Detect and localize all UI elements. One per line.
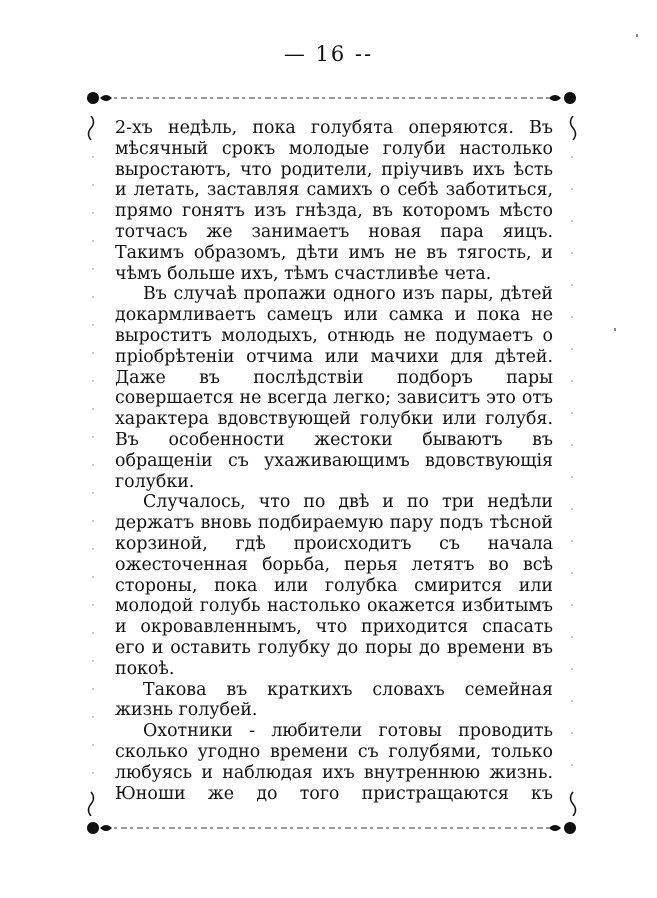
- right-ornamental-border: [565, 116, 579, 816]
- scan-speck: [636, 34, 638, 37]
- scan-speck: [614, 328, 616, 331]
- left-ornamental-border: [86, 116, 100, 816]
- paragraph: 2-хъ недѣль, пока голубята оперяются. Въ мѣсячный срокъ молодые голуби настолько выростаютъ, что родители, пріучивъ ихъ ѣсть и летать, заставляя самихъ о себѣ заботиться, прямо гонятъ изъ гнѣзда, въ которомъ мѣсто тотчасъ же занимаетъ новая пара яицъ. Такимъ образомъ, дѣти имъ не въ тягость, и чѣмъ больше ихъ, тѣмъ счастливѣе чета.: [115, 118, 553, 284]
- paragraph: Охотники - любители готовы проводить сколько угодно времени съ голубями, только любуясь и наблюдая ихъ внутреннюю жизнь. Юноши же до того пристращаются къ: [115, 721, 553, 804]
- page-number: — 16 --: [283, 42, 374, 66]
- page-body: [115, 118, 553, 804]
- paragraph: Въ случаѣ пропажи одного изъ пары, дѣтей докармливаетъ самецъ или самка и пока не выроститъ молодыхъ, отнюдь не подумаетъ о пріобрѣтеніи отчима или мачихи для дѣтей. Даже въ послѣдствіи подборъ пары совершается не всегда легко; зависитъ это отъ характера вдовствующей голубки или голубя. Въ особенности жестоки бываютъ въ обращеніи съ ухаживающимъ вдовствующія голубки.: [115, 284, 553, 492]
- bottom-ornamental-rule: [84, 816, 579, 840]
- top-ornamental-rule: [84, 86, 579, 110]
- paragraph: Такова въ краткихъ словахъ семейная жизнь голубей.: [115, 679, 553, 721]
- paragraph: Случалось, что по двѣ и по три недѣли держатъ вновь подбираемую пару подъ тѣсной корзиной, гдѣ происходитъ съ начала ожесточенная борьба, перья летятъ во всѣ стороны, пока или голубка смирится или молодой голубь настолько окажется избитымъ и окровавленнымъ, что приходится спасать его и оставить голубку до поры до времени въ покоѣ.: [115, 492, 553, 679]
